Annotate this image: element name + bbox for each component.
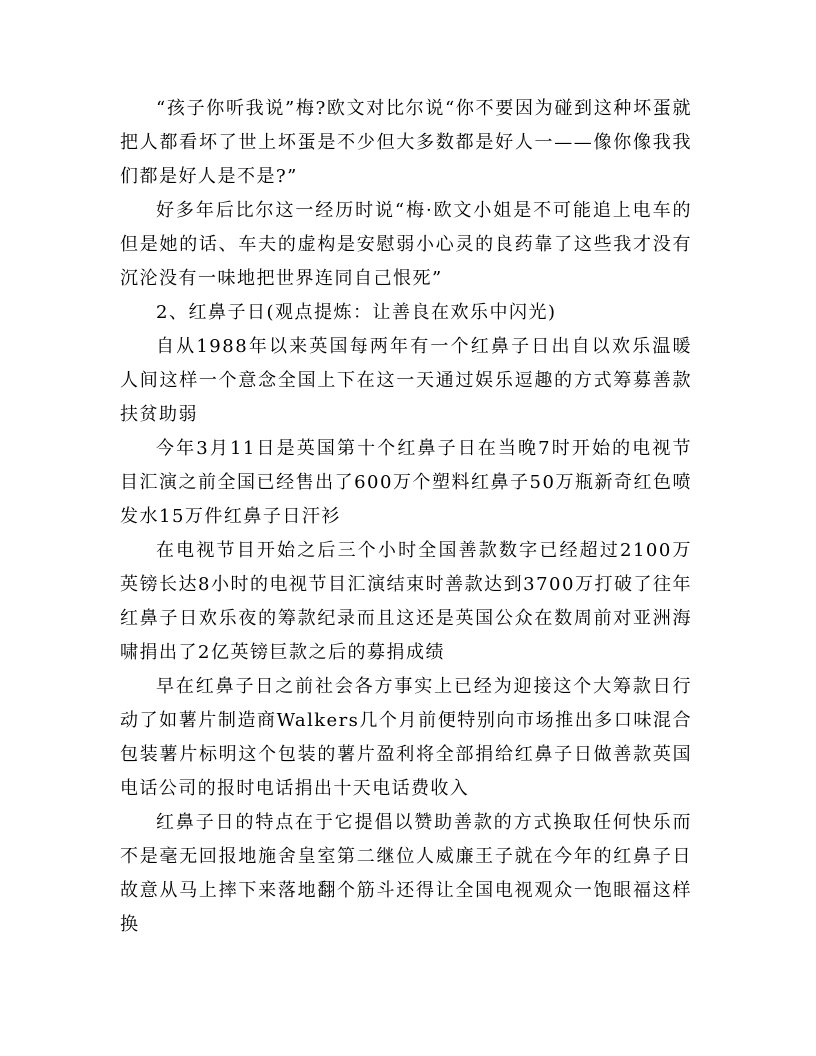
paragraph-corporate-support: 早在红鼻子日之前社会各方事实上已经为迎接这个大筹款日行动了如薯片制造商Walkers几个月前便特别向市场推出多口味混合包装薯片标明这个包装的薯片盈利将全部捐给红鼻子日做善款英国电话公司的报时电话捐出十天电话费收入 bbox=[120, 676, 692, 799]
paragraph-donation-record: 在电视节目开始之后三个小时全国善款数字已经超过2100万英镑长达8小时的电视节目汇演结束时善款达到3700万打破了往年红鼻子日欢乐夜的筹款纪录而且这还是英国公众在数周前对亚洲海啸捐出了2亿英镑巨款之后的募捐成绩 bbox=[120, 540, 692, 663]
paragraph-red-nose-sales: 今年3月11日是英国第十个红鼻子日在当晚7时开始的电视节目汇演之前全国已经售出了600万个塑料红鼻子50万瓶新奇红色喷发水15万件红鼻子日汗衫 bbox=[120, 438, 692, 527]
paragraph-mei-owen-quote: “孩子你听我说”梅?欧文对比尔说“你不要因为碰到这种坏蛋就把人都看坏了世上坏蛋是不少但大多数都是好人一——像你像我我们都是好人是不是?” bbox=[120, 98, 692, 187]
paragraph-red-nose-feature: 红鼻子日的特点在于它提倡以赞助善款的方式换取任何快乐而不是毫无回报地施舍皇室第二继位人威廉王子就在今年的红鼻子日故意从马上摔下来落地翻个筋斗还得让全国电视观众一饱眼福这样换 bbox=[120, 812, 692, 935]
document-body bbox=[120, 92, 692, 942]
paragraph-red-nose-origin: 自从1988年以来英国每两年有一个红鼻子日出自以欢乐温暖人间这样一个意念全国上下在这一天通过娱乐逗趣的方式筹募善款扶贫助弱 bbox=[120, 336, 692, 425]
paragraph-bill-recollection: 好多年后比尔这一经历时说“梅·欧文小姐是不可能追上电车的但是她的话、车夫的虚构是安慰弱小心灵的良药靠了这些我才没有沉沦没有一味地把世界连同自己恨死” bbox=[120, 200, 692, 289]
section-heading-red-nose-day: 2、红鼻子日(观点提炼：让善良在欢乐中闪光) bbox=[156, 302, 557, 323]
